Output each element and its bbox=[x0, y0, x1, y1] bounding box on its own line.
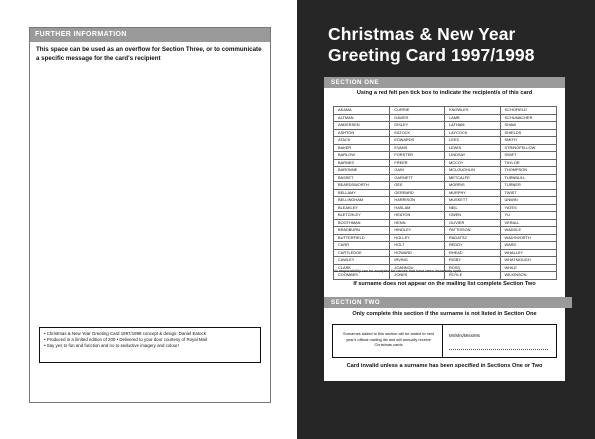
credit-line: • Say yes to fun and function and no to seductive imagery and colour! bbox=[44, 343, 256, 349]
surname-row bbox=[334, 129, 557, 137]
surname-tick-box[interactable]: WHATMOUGH bbox=[500, 257, 556, 265]
surname-tick-box[interactable]: SWIFT bbox=[500, 152, 556, 160]
surname-tick-box[interactable]: JONES bbox=[390, 272, 445, 280]
card-title bbox=[328, 24, 588, 66]
surname-tick-box[interactable]: IRVING bbox=[390, 257, 445, 265]
surname-tick-box[interactable]: GAIN bbox=[390, 167, 445, 175]
surname-tick-box[interactable]: EDWARDS bbox=[390, 137, 445, 145]
surname-tick-box[interactable]: SCHUMACHER bbox=[500, 114, 556, 122]
surname-tick-box[interactable]: DAVIES bbox=[390, 114, 445, 122]
further-information-header: FURTHER INFORMATION bbox=[30, 28, 270, 42]
surname-tick-box[interactable]: WHALLEY bbox=[500, 249, 556, 257]
surname-tick-box[interactable]: HOLT bbox=[390, 242, 445, 250]
surname-tick-box[interactable]: YU bbox=[500, 212, 556, 220]
surname-tick-box[interactable]: STRINGFELLOW bbox=[500, 144, 556, 152]
surname-tick-box[interactable]: TWIST bbox=[500, 189, 556, 197]
surname-tick-box[interactable]: BELLINGHAM bbox=[334, 197, 390, 205]
credit-line: • Christmas & New Year Greeting Card 1997/1998 concept & design: Daniel Eatock bbox=[44, 331, 256, 337]
surname-tick-box[interactable]: CLARK bbox=[334, 264, 390, 272]
surname-tick-box[interactable]: GEE bbox=[390, 182, 445, 190]
credit-line: • Produced in a limited edition of 200 • Delivered to your door courtesy of Royal Mail bbox=[44, 337, 256, 343]
surname-tick-box[interactable]: ANDERSEN bbox=[334, 122, 390, 130]
surname-row bbox=[334, 204, 557, 212]
surname-tick-box[interactable]: JOANNOU bbox=[390, 264, 445, 272]
surname-tick-box[interactable]: WADSWORTH bbox=[500, 234, 556, 242]
credits-box bbox=[39, 327, 261, 363]
surname-tick-box[interactable]: SMITH bbox=[500, 137, 556, 145]
surname-tick-box[interactable]: BLETCHLEY bbox=[334, 212, 390, 220]
surname-tick-box[interactable]: BELLAMY bbox=[334, 189, 390, 197]
surname-tick-box[interactable]: ROSS bbox=[444, 264, 500, 272]
mailing-list-note: Surnames added to this section will be added to next year's official mailing list and will annually receive Christmas cards bbox=[333, 325, 443, 357]
section-one-header: SECTION ONE bbox=[324, 77, 565, 88]
surname-tick-box[interactable]: MORRIS bbox=[444, 182, 500, 190]
surname-tick-box[interactable]: UNWIN bbox=[500, 197, 556, 205]
surname-tick-box[interactable]: EVANS bbox=[390, 144, 445, 152]
surname-row bbox=[334, 159, 557, 167]
surname-tick-box[interactable]: FREER bbox=[390, 159, 445, 167]
surname-row bbox=[334, 242, 557, 250]
surname-tick-box[interactable]: GARNETT bbox=[390, 174, 445, 182]
surname-tick-box[interactable]: HOLLEY bbox=[390, 234, 445, 242]
surname-tick-box[interactable]: SHAW bbox=[500, 122, 556, 130]
surname-tick-box[interactable]: REDDY bbox=[444, 242, 500, 250]
surname-tick-box[interactable]: RADATSZ bbox=[444, 234, 500, 242]
surname-tick-box[interactable]: BLEAKLEY bbox=[334, 204, 390, 212]
section-two-instruction: Only complete this section if the surname is not listed in Section One bbox=[352, 311, 537, 317]
surname-tick-box[interactable]: MCLOUGHLIN bbox=[444, 167, 500, 175]
surname-tick-box[interactable]: DISLEY bbox=[390, 122, 445, 130]
surname-row bbox=[334, 189, 557, 197]
surname-tick-box[interactable]: COOMBES bbox=[334, 272, 390, 280]
surname-tick-box[interactable]: HENN bbox=[390, 219, 445, 227]
surname-row bbox=[334, 182, 557, 190]
surname-tick-box[interactable]: WILKINSON bbox=[500, 272, 556, 280]
surname-tick-box[interactable]: MURPHY bbox=[444, 189, 500, 197]
surname-row bbox=[334, 114, 557, 122]
surname-tick-box[interactable]: BRADBURN bbox=[334, 227, 390, 235]
surname-table bbox=[333, 106, 557, 280]
surname-row bbox=[334, 234, 557, 242]
card-front-panel bbox=[297, 0, 595, 439]
surname-tick-box[interactable]: KNOWLES bbox=[444, 107, 500, 115]
surname-tick-box[interactable]: CARTLEDGE bbox=[334, 249, 390, 257]
surname-row bbox=[334, 107, 557, 115]
surname-tick-box[interactable]: HASLAM bbox=[390, 204, 445, 212]
surname-tick-box[interactable]: ATACK bbox=[334, 137, 390, 145]
surname-tick-box[interactable]: BEARDSWORTH bbox=[334, 182, 390, 190]
section-two-header: SECTION TWO bbox=[324, 297, 572, 308]
surname-tick-box[interactable]: ALTMAN bbox=[334, 114, 390, 122]
surname-tick-box[interactable]: HARRISON bbox=[390, 197, 445, 205]
surname-row bbox=[334, 137, 557, 145]
surname-row bbox=[334, 174, 557, 182]
surname-row bbox=[334, 257, 557, 265]
surname-tick-box[interactable]: BARNES bbox=[334, 159, 390, 167]
surname-tick-box[interactable]: METCALFE bbox=[444, 174, 500, 182]
section-one-bottom-instruction: If surname does not appear on the mailing list complete Section Two bbox=[353, 281, 536, 287]
surname-tick-box[interactable]: CAWLEY bbox=[334, 257, 390, 265]
surname-row bbox=[334, 167, 557, 175]
surname-tick-box[interactable]: EATOCK bbox=[390, 129, 445, 137]
section-one-instruction: Using a red felt pen tick box to indicate the recipient/s of this card bbox=[356, 90, 533, 96]
surname-row bbox=[334, 249, 557, 257]
surname-tick-box[interactable]: YATES bbox=[500, 204, 556, 212]
surname-tick-box[interactable]: BARONNE bbox=[334, 167, 390, 175]
surname-row bbox=[334, 219, 557, 227]
surname-tick-box[interactable]: HOWARD bbox=[390, 249, 445, 257]
surname-tick-box[interactable]: AKAMA bbox=[334, 107, 390, 115]
surname-tick-box[interactable]: LEES bbox=[444, 137, 500, 145]
surname-tick-box[interactable]: LAMB bbox=[444, 114, 500, 122]
surname-tick-box[interactable]: PATTISSON bbox=[444, 227, 500, 235]
surname-row bbox=[334, 227, 557, 235]
recipient-form bbox=[324, 77, 565, 381]
surname-tick-box[interactable]: TURNER bbox=[500, 182, 556, 190]
surname-tick-box[interactable]: LAYCOCK bbox=[444, 129, 500, 137]
surname-tick-box[interactable]: RHEAD bbox=[444, 249, 500, 257]
surname-tick-box[interactable]: BARLOW bbox=[334, 152, 390, 160]
surname-tick-box[interactable]: CURRIE bbox=[390, 107, 445, 115]
surname-tick-box[interactable]: VERALL bbox=[500, 219, 556, 227]
title-field-label: Mr/Mrs/Miss/Ms bbox=[449, 333, 480, 338]
surname-tick-box[interactable]: BAKER bbox=[334, 144, 390, 152]
surname-tick-box[interactable]: OLIVIER bbox=[444, 219, 500, 227]
surname-tick-box[interactable]: MUSKETT bbox=[444, 197, 500, 205]
surname-tick-box[interactable]: TAYLOR bbox=[500, 159, 556, 167]
surname-row bbox=[334, 197, 557, 205]
surname-tick-box[interactable]: LEWIS bbox=[444, 144, 500, 152]
surname-row bbox=[334, 144, 557, 152]
surname-tick-box[interactable]: HINDLEY bbox=[390, 227, 445, 235]
surname-row bbox=[334, 122, 557, 130]
surname-tick-box[interactable]: LATHAM bbox=[444, 122, 500, 130]
surname-tick-box[interactable]: MCCOY bbox=[444, 159, 500, 167]
validity-instruction: Card invalid unless a surname has been specified in Sections One or Two bbox=[346, 363, 543, 369]
surname-tick-box[interactable]: WARD bbox=[500, 242, 556, 250]
surname-tick-box[interactable]: OWEN bbox=[444, 212, 500, 220]
surname-tick-box[interactable]: ROYLE bbox=[444, 272, 500, 280]
surname-tick-box[interactable]: BOOTHMAN bbox=[334, 219, 390, 227]
section-two-box bbox=[332, 324, 557, 358]
surname-tick-box[interactable]: BASSET bbox=[334, 174, 390, 182]
further-information-panel bbox=[29, 27, 271, 403]
surname-tick-box[interactable]: LINDSAY bbox=[444, 152, 500, 160]
surname-tick-box[interactable]: RIGBY bbox=[444, 257, 500, 265]
surname-tick-box[interactable]: ASHTON bbox=[334, 129, 390, 137]
overflow-note: This space can be used as an overflow for Section Three, or to communicate a specific message for the card's recipient bbox=[36, 46, 262, 62]
title-line-2: Greeting Card 1997/1998 bbox=[328, 45, 535, 65]
surname-tick-box[interactable]: HEATON bbox=[390, 212, 445, 220]
surname-tick-box[interactable]: THOMPSON bbox=[500, 167, 556, 175]
surname-tick-box[interactable]: SHIELDS bbox=[500, 129, 556, 137]
surname-tick-box[interactable]: BUTTERFIELD bbox=[334, 234, 390, 242]
surname-tick-box[interactable]: GERRARD bbox=[390, 189, 445, 197]
surname-tick-box[interactable]: CARR bbox=[334, 242, 390, 250]
surname-row bbox=[334, 152, 557, 160]
title-line-1: Christmas & New Year bbox=[328, 24, 516, 44]
surname-tick-box[interactable]: WHILE bbox=[500, 264, 556, 272]
surname-entry-field[interactable] bbox=[443, 325, 556, 357]
spelling-disclaimer: No responsibility can be accepted for names that have been incorrectly spelt bbox=[333, 269, 462, 273]
surname-tick-box[interactable]: TURNBULL bbox=[500, 174, 556, 182]
surname-tick-box[interactable]: NEIL bbox=[444, 204, 500, 212]
surname-tick-box[interactable]: WADDLE bbox=[500, 227, 556, 235]
surname-row bbox=[334, 212, 557, 220]
surname-tick-box[interactable]: FORSTER bbox=[390, 152, 445, 160]
write-in-line bbox=[449, 349, 548, 350]
surname-tick-box[interactable]: SCHOFIELD bbox=[500, 107, 556, 115]
